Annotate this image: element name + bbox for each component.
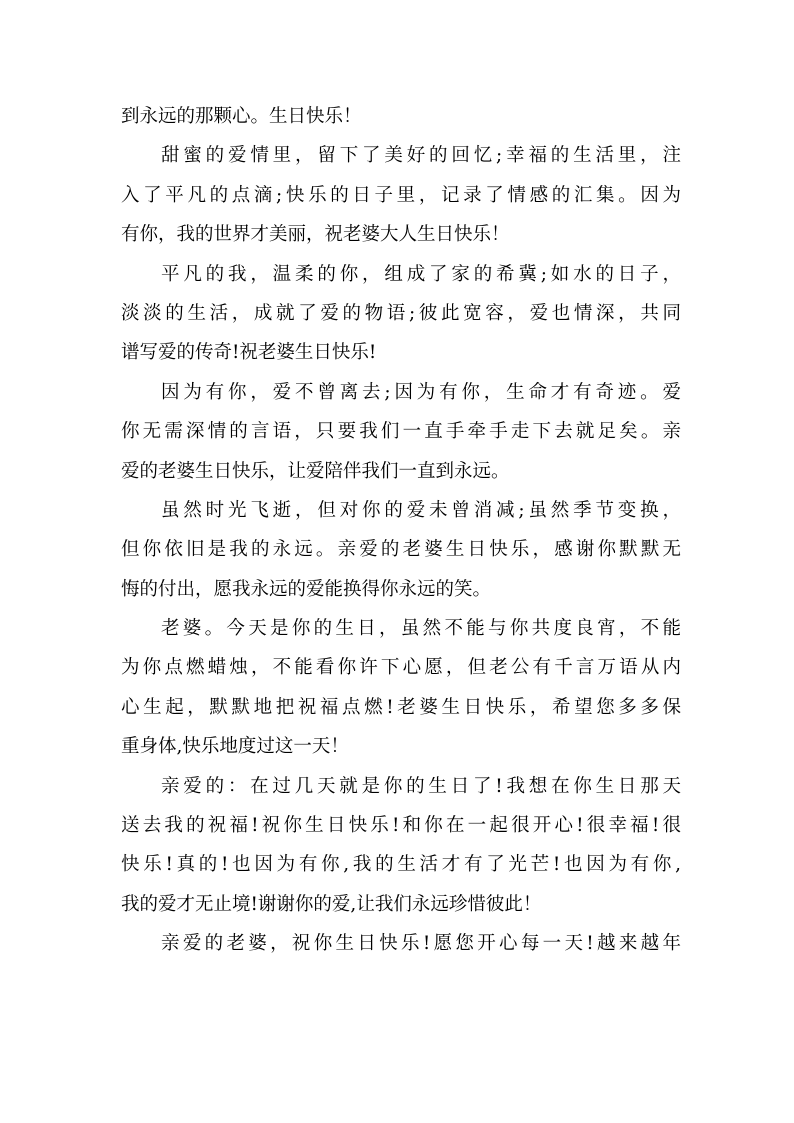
paragraph-2-line-1: 平凡的我，温柔的你，组成了家的希冀;如水的日子，: [161, 263, 681, 285]
paragraph-6-line-4: 我的爱才无止境!谢谢你的爱,让我们永远珍惜彼此！: [121, 893, 542, 915]
paragraph-7-line-1: 亲爱的老婆，祝你生日快乐!愿您开心每一天!越来越年: [161, 933, 681, 955]
paragraph-6-line-2: 送去我的祝福!祝你生日快乐!和你在一起很开心!很幸福!很: [121, 815, 681, 837]
paragraph-4-line-1: 虽然时光飞逝，但对你的爱未曾消减;虽然季节变换，: [161, 499, 681, 521]
paragraph-3-line-2: 你无需深情的言语，只要我们一直手牵手走下去就足矣。亲: [121, 421, 681, 443]
document-body: [121, 97, 681, 964]
text-line-1: 到永远的那颗心。生日快乐！: [121, 106, 362, 127]
paragraph-4-line-2: 但你依旧是我的永远。亲爱的老婆生日快乐，感谢你默默无: [121, 539, 681, 561]
paragraph-1-line-2: 入了平凡的点滴;快乐的日子里，记录了情感的汇集。因为: [121, 184, 681, 206]
paragraph-5-line-1: 老婆。今天是你的生日，虽然不能与你共度良宵，不能: [161, 618, 681, 640]
paragraph-5-line-4: 重身体,快乐地度过这一天！: [121, 736, 349, 758]
paragraph-1-line-3: 有你，我的世界才美丽，祝老婆大人生日快乐！: [121, 224, 510, 246]
paragraph-1-line-1: 甜蜜的爱情里，留下了美好的回忆;幸福的生活里，注: [161, 145, 681, 167]
paragraph-3-line-1: 因为有你，爱不曾离去;因为有你，生命才有奇迹。爱: [161, 381, 681, 403]
paragraph-5-line-3: 心生起，默默地把祝福点燃!老婆生日快乐，希望您多多保: [121, 696, 681, 718]
paragraph-2-line-3: 谱写爱的传奇!祝老婆生日快乐!: [121, 342, 377, 364]
paragraph-4-line-3: 悔的付出，愿我永远的爱能换得你永远的笑。: [121, 578, 492, 600]
paragraph-3-line-3: 爱的老婆生日快乐，让爱陪伴我们一直到永远。: [121, 460, 510, 482]
paragraph-5-line-2: 为你点燃蜡烛，不能看你许下心愿，但老公有千言万语从内: [121, 657, 681, 679]
paragraph-6-line-3: 快乐!真的!也因为有你,我的生活才有了光芒!也因为有你,: [121, 854, 681, 876]
paragraph-6-line-1: 亲爱的：在过几天就是你的生日了!我想在你生日那天: [161, 775, 681, 797]
paragraph-2-line-2: 淡淡的生活，成就了爱的物语;彼此宽容，爱也情深，共同: [121, 302, 681, 324]
